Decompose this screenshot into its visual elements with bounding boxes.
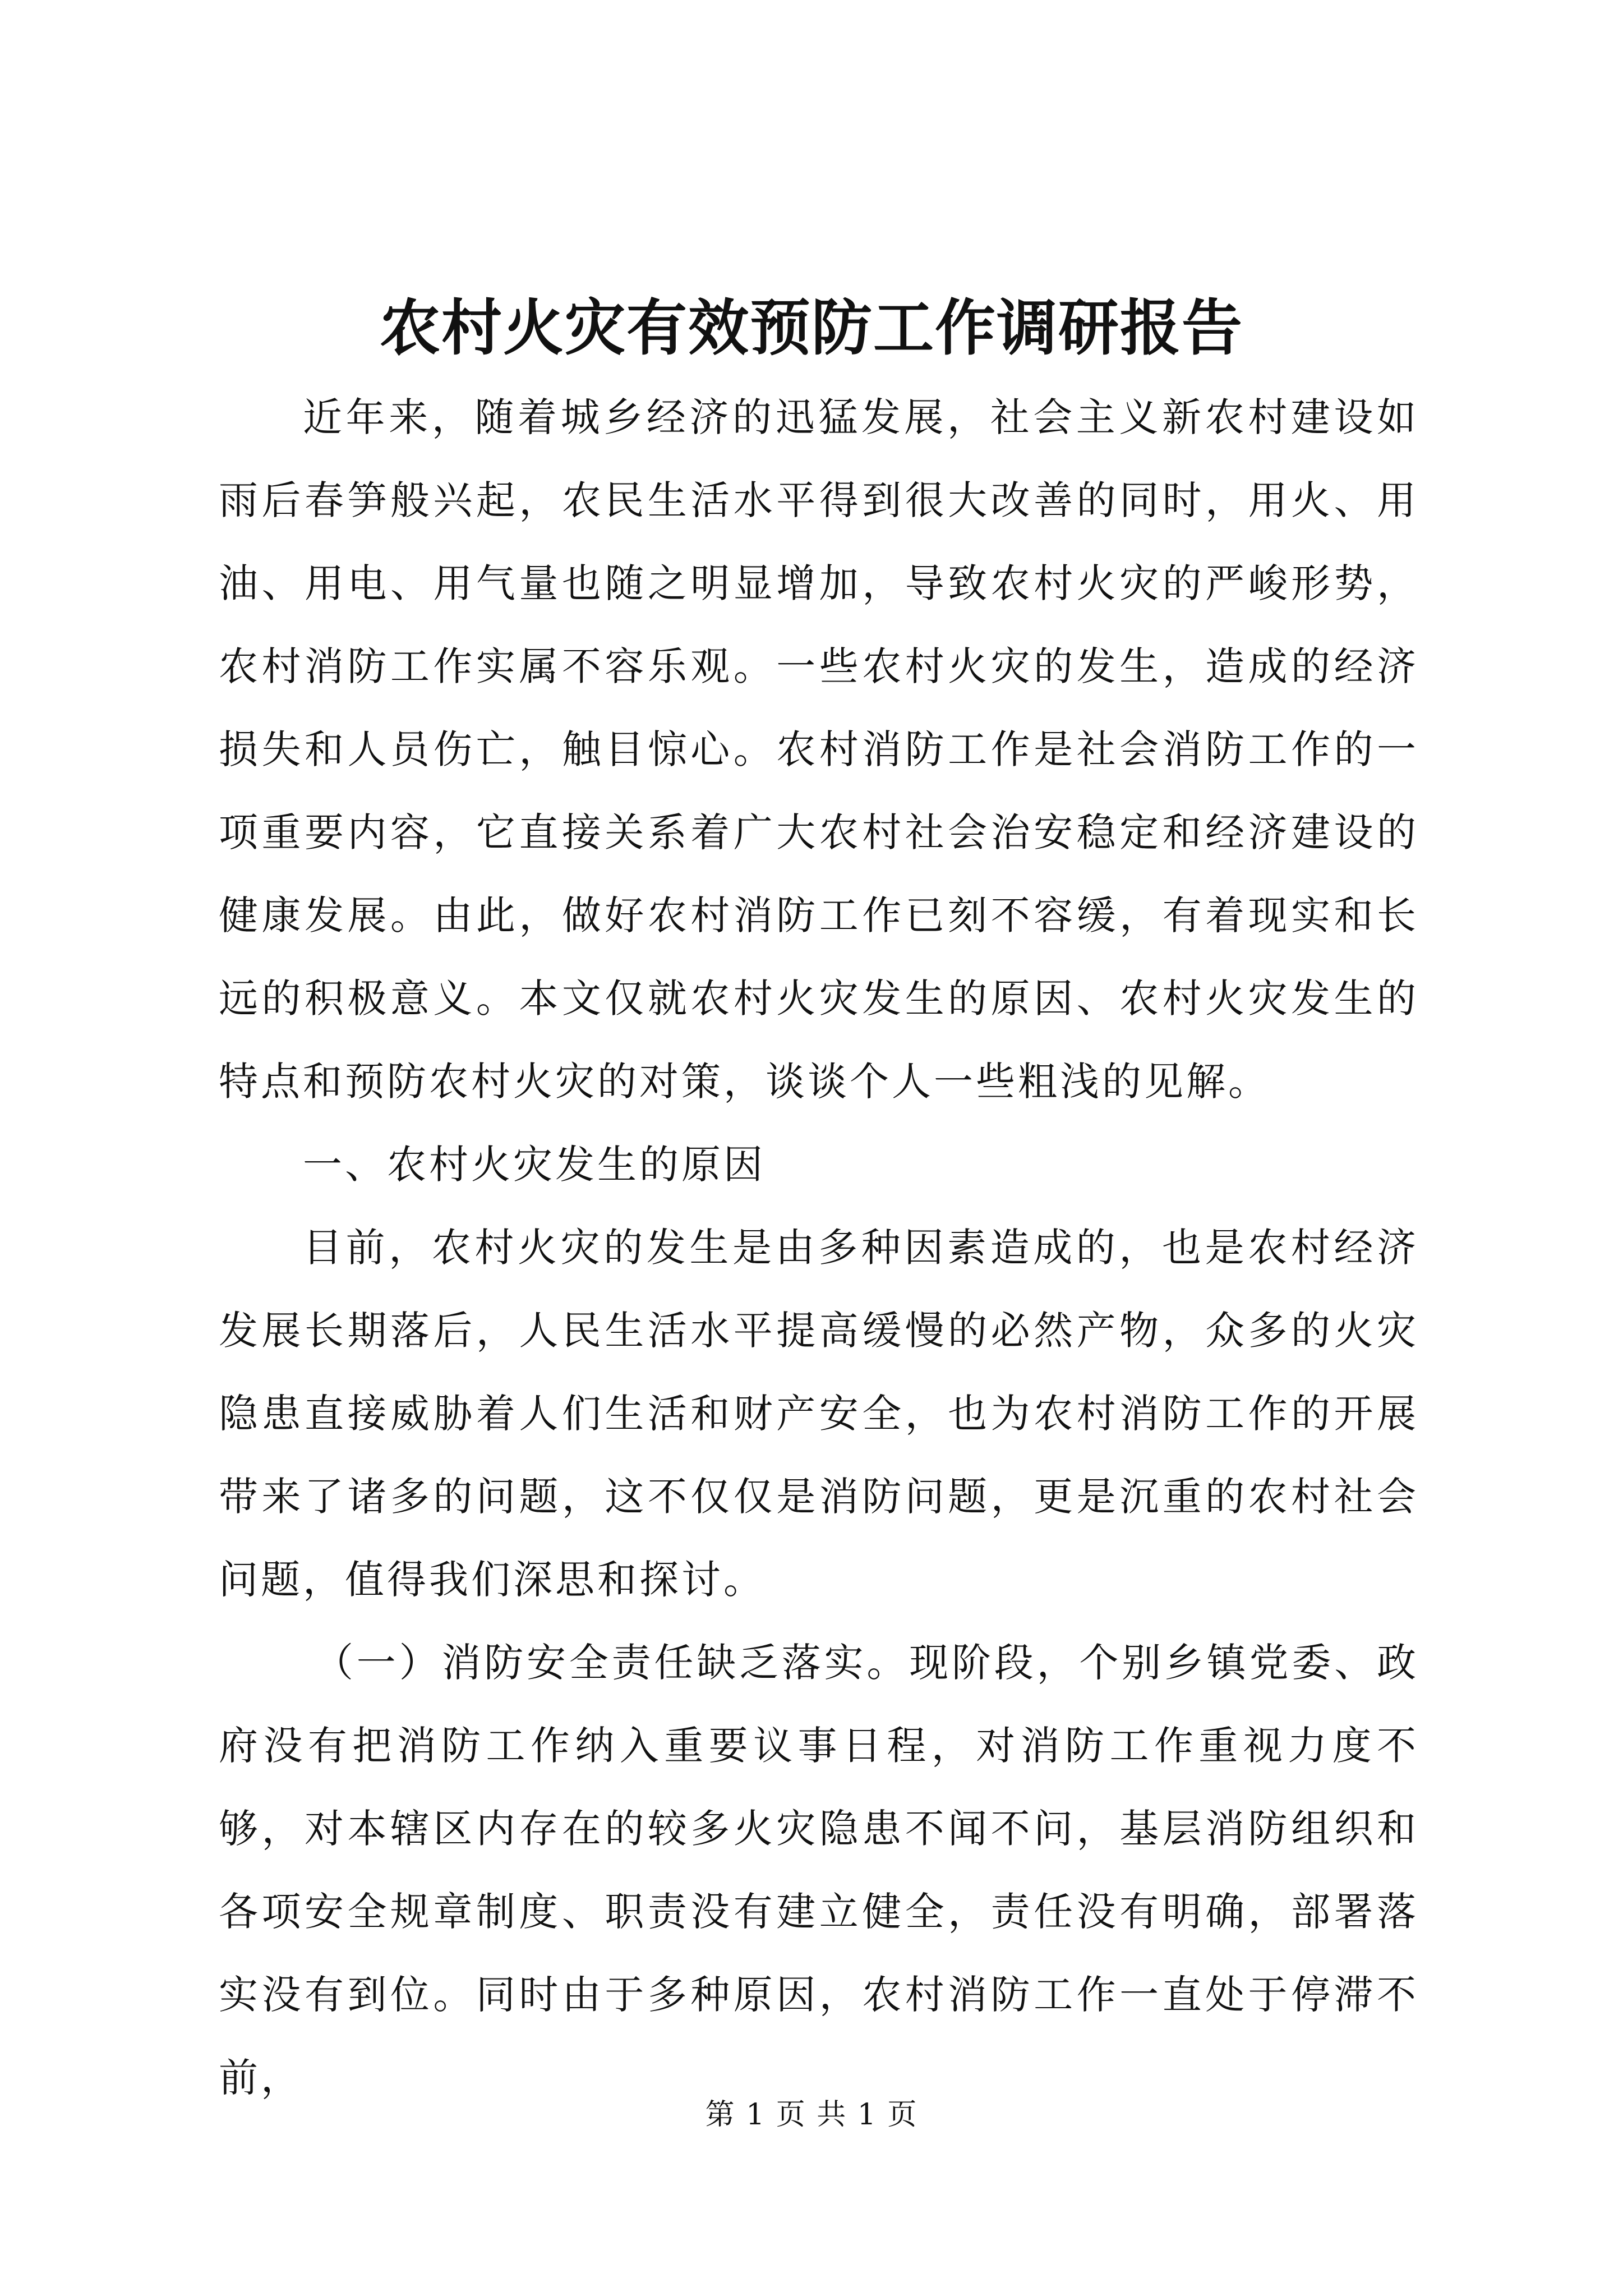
- page-footer: 第 1 页 共 1 页: [705, 2098, 918, 2132]
- section-heading: 一、农村火灾发生的原因: [303, 1142, 766, 1188]
- document-title: 农村火灾有效预防工作调研报告: [379, 293, 1243, 364]
- document-body: [219, 376, 1419, 2119]
- intro-paragraph: 近年来，随着城乡经济的迅猛发展，社会主义新农村建设如雨后春笋般兴起，农民生活水平得到很大改善的同时，用火、用油、用电、用气量也随之明显增加，导致农村火灾的严峻形势，农村消防工作实属不容乐观。一些农村火灾的发生，造成的经济损失和人员伤亡，触目惊心。农村消防工作是社会消防工作的一项重要内容，它直接关系着广大农村社会治安稳定和经济建设的健康发展。由此，做好农村消防工作已刻不容缓，有着现实和长远的积极意义。本文仅就农村火灾发生的原因、农村火灾发生的特点和预防农村火灾的对策，谈谈个人一些粗浅的见解。: [219, 394, 1419, 1105]
- section-paragraph: 目前，农村火灾的发生是由多种因素造成的，也是农村经济发展长期落后，人民生活水平提高缓慢的必然产物，众多的火灾隐患直接威胁着人们生活和财产安全，也为农村消防工作的开展带来了诸多的问题，这不仅仅是消防问题，更是沉重的农村社会问题，值得我们深思和探讨。: [219, 1225, 1419, 1603]
- subsection-paragraph: （一）消防安全责任缺乏落实。现阶段，个别乡镇党委、政府没有把消防工作纳入重要议事日程，对消防工作重视力度不够，对本辖区内存在的较多火灾隐患不闻不问，基层消防组织和各项安全规章制度、职责没有建立健全，责任没有明确，部署落实没有到位。同时由于多种原因，农村消防工作一直处于停滞不前，: [219, 1640, 1419, 2101]
